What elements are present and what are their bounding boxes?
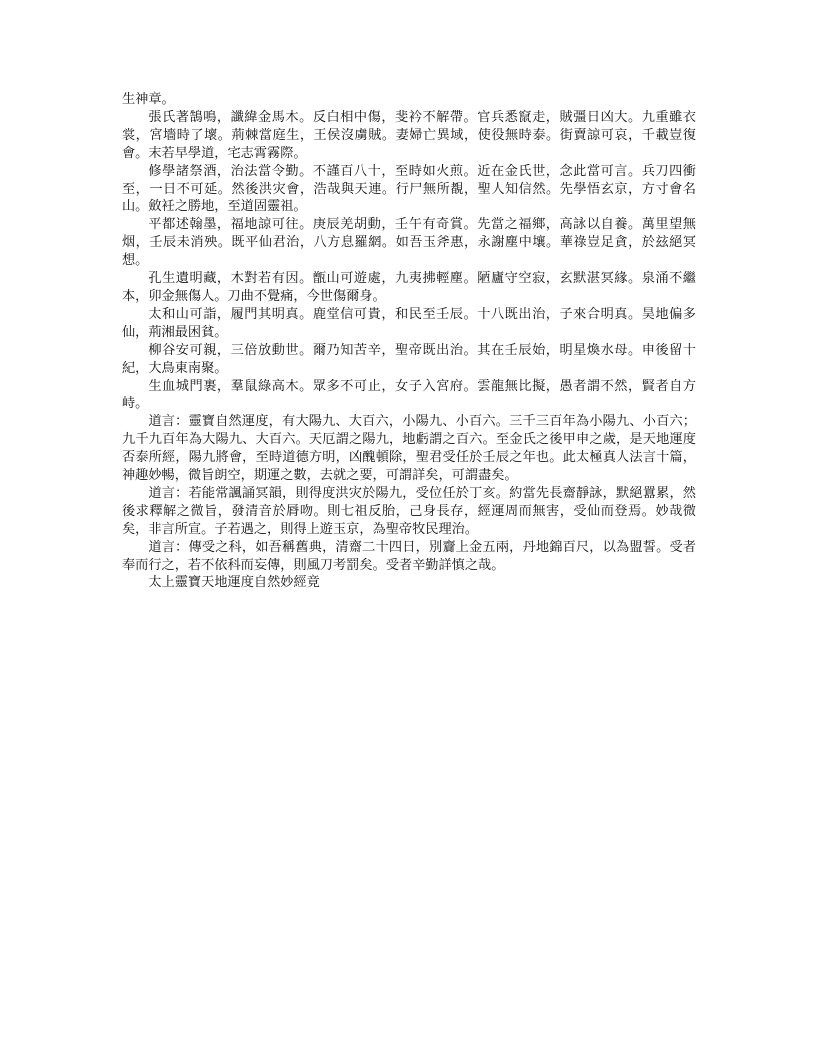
verse-paragraph-xiuxue: 修學諸祭酒，治法當令勤。不謹百八十，至時如火煎。近在金氏世，念此當可言。兵刀四衝至，一日不可延。然後洪灾會，浩哉與天連。行尸無所覩，聖人知信然。先學悟玄京，方寸會名山。斂衽之勝地，至道固靈祖。 (122, 163, 696, 215)
prose-paragraph-daoyan-3: 道言：傳受之科，如吾稱舊典，清齋二十四日，別齎上金五兩，丹地錦百尺，以為盟誓。受者奉而行之，若不依科而妄傳，則風刀考罰矣。受者辛勤詳慎之哉。 (122, 539, 696, 573)
verse-paragraph-liugu: 柳谷安可親，三倍放動世。爾乃知苦辛，聖帝既出治。其在壬辰始，明星煥水母。申後留十紀，大鳥東南聚。 (122, 342, 696, 376)
verse-paragraph-shengxue: 生血城門裹，羣鼠綠高木。眾多不可止，女子入宮府。雲龍無比擬，愚者謂不然，賢者自方峙。 (122, 378, 696, 412)
verse-paragraph-taihe: 太和山可詣，履門其明真。鹿堂信可貴，和民至壬辰。十八既出治，子來合明真。昊地偏多仙，荊湘最困貧。 (122, 306, 696, 340)
paragraph-continuation: 生神章。 (122, 92, 175, 107)
document-page (122, 91, 696, 592)
verse-paragraph-pingdu: 平都述翰墨，福地諒可往。庚辰羌胡動，壬午有奇賞。先當之福鄉，高詠以自養。萬里望無烟，壬辰未消殃。既平仙君治，八方息羅網。如吾玉斧惠，永謝塵中壤。華祿豈足貪，於玆絕冥想。 (122, 217, 696, 269)
prose-paragraph-daoyan-1: 道言：靈寶自然運度，有大陽九、大百六，小陽九、小百六。三千三百年為小陽九、小百六；九千九百年為大陽九、大百六。天厄謂之陽九，地虧謂之百六。至金氏之後甲申之歲，是天地運度否泰所經，陽九將會，至時道德方明，凶醜頓除，聖君受任於壬辰之年也。此太極真人法言十篇，神趣妙暢，微旨朗空，期運之數，去就之要，可謂詳矣，可謂盡矣。 (122, 414, 696, 484)
verse-paragraph-kongsheng: 孔生遺明藏，木對若有因。甑山可遊處，九夷拂輕塵。陋廬守空寂，玄默湛冥緣。泉涌不繼本，卯金無傷人。刀曲不覺痛，今世傷爾身。 (122, 271, 696, 304)
prose-paragraph-daoyan-2: 道言：若能常諷誦冥韻，則得度洪灾於陽九，受位任於丁亥。約當先長齋靜詠，默絕囂累，然後求釋解之微旨，發清音於脣吻。則七祖反胎，己身長存，經運周而無害，受仙而登焉。妙哉微矣，非言所宣。子若遇之，則得上遊玉京，為聖帝牧民理治。 (122, 485, 696, 537)
verse-paragraph-zhang: 張氏著鵠鳴，讖緯金馬木。反白相中傷，斐衿不解帶。官兵悉竄走，賊彊日凶大。九重雖衣裳，宮墻時了壞。荊棘當庭生，王侯沒虜賊。妻婦亡異域，使役無時泰。街賣諒可哀，千載豈復會。末若早學道，宅志霄霧際。 (122, 109, 696, 161)
closing-title: 太上靈寶天地運度自然妙經竟 (148, 575, 320, 591)
